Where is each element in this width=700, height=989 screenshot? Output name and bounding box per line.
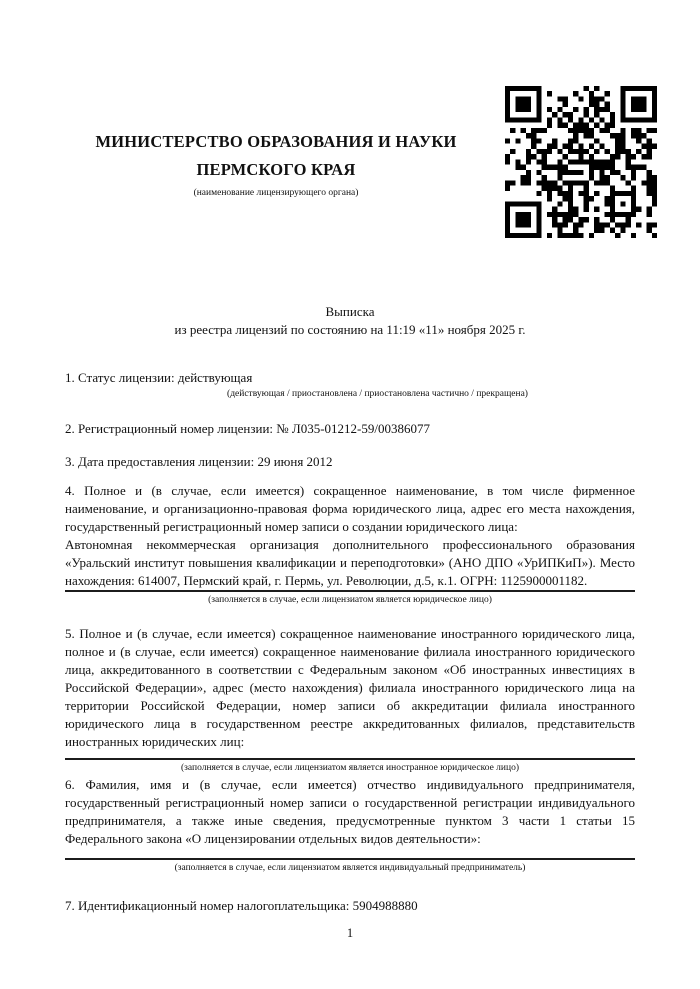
ministry-caption: (наименование лицензирующего органа) [193,188,359,198]
item-grant-date [65,453,635,471]
individual-entrepreneur-rule [65,858,635,860]
ministry-name-line1: МИНИСТЕРСТВО ОБРАЗОВАНИЯ И НАУКИ [95,132,457,151]
foreign-entity-caption: (заполняется в случае, если лицензиатом является иностранное юридическое лицо) [181,763,519,773]
document-title-line2: из реестра лицензий по состоянию на 11:19 «11» ноября 2025 г. [174,322,526,337]
item-legal-entity [65,482,635,607]
item-license-status [65,369,635,401]
item-taxpayer-number [65,897,635,915]
item-foreign-entity [65,625,635,775]
taxpayer-number-text: 7. Идентификационный номер налогоплательщика: 5904988880 [65,898,418,913]
individual-entrepreneur-question: 6. Фамилия, имя и (в случае, если имеется) отчество индивидуального предпринимателя, государственный регистрационный номер записи о государственной регистрации индивидуального предпринимателя, а также иные сведения, предусмотренные пунктом 3 части 1 статьи 15 Федерального закона «О лицензировании отдельных видов деятельности»: [65,777,635,846]
legal-entity-rule [65,590,635,592]
individual-entrepreneur-caption: (заполняется в случае, если лицензиатом является индивидуальный предприниматель) [174,863,526,873]
page-number: 1 [346,926,354,940]
legal-entity-question: 4. Полное и (в случае, если имеется) сокращенное наименование, в том числе фирменное наименование, и организационно-правовая форма юридического лица, адрес его места нахождения, государственный регистрационный номер записи о создании юридического лица: [65,483,635,534]
document-title-line1: Выписка [325,304,375,319]
license-status-text: 1. Статус лицензии: действующая [65,370,253,385]
foreign-entity-rule [65,758,635,760]
legal-entity-value: Автономная некоммерческая организация дополнительного профессионального образования «Уральский институт повышения квалификации и переподготовки» (АНО ДПО «УрИПКиП»). Место нахождения: 614007, Пермский край, г. Пермь, ул. Революции, д.5, к.1. ОГРН: 1125900001182. [65,537,635,588]
license-status-options-caption: (действующая / приостановлена / приостановлена частично / прекращена) [227,389,528,399]
qr-code [505,86,657,238]
legal-entity-caption: (заполняется в случае, если лицензиатом является юридическое лицо) [208,595,492,605]
ministry-header [62,128,490,199]
foreign-entity-question: 5. Полное и (в случае, если имеется) сокращенное наименование иностранного юридического лица, полное и (в случае, если имеется) сокращенное наименование филиала иностранного юридического лица, аккредитованного в соответствии с Федеральным законом «Об иностранных инвестициях в Российской Федерации», адрес (место нахождения) филиала иностранного юридического лица на территории Российской Федерации, номер записи об аккредитации филиала иностранного юридического лица в государственном реестре аккредитованных филиалов, представительств иностранных юридических лиц: [65,626,635,749]
item-individual-entrepreneur [65,776,635,875]
ministry-name-line2: ПЕРМСКОГО КРАЯ [196,160,356,179]
document-title [65,303,635,339]
registration-number-text: 2. Регистрационный номер лицензии: № Л035-01212-59/00386077 [65,421,431,436]
item-registration-number [65,420,635,438]
grant-date-text: 3. Дата предоставления лицензии: 29 июня 2012 [65,454,333,469]
